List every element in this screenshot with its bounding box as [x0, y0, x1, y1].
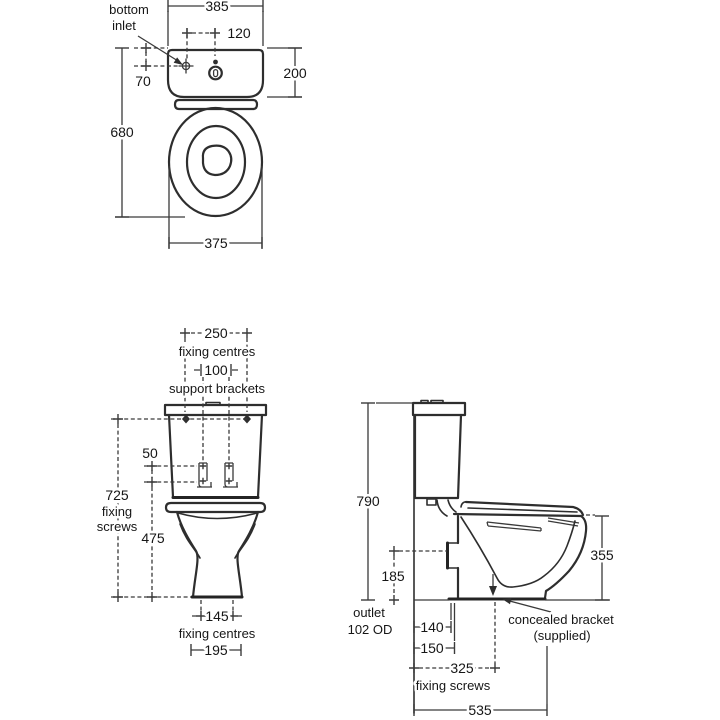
dim-185-label: 185	[381, 568, 405, 584]
dim-375	[169, 166, 262, 251]
dim-375-label: 375	[204, 235, 228, 251]
dim-475-label: 475	[141, 530, 165, 546]
outlet-note	[348, 605, 393, 637]
dim-200-label: 200	[283, 65, 307, 81]
dim-145	[179, 600, 256, 641]
dim-250-label: 250	[204, 325, 228, 341]
dim-150-label: 150	[420, 640, 444, 656]
dim-120-label: 120	[227, 25, 251, 41]
dim-385-label: 385	[205, 0, 229, 14]
base-fixing-label: fixing centres	[178, 626, 256, 641]
dim-325-label: 325	[450, 660, 474, 676]
dim-195-label: 195	[204, 642, 228, 658]
bottom-inlet-text2: inlet	[112, 18, 136, 33]
dim-70-label: 70	[135, 73, 151, 89]
support-bracket-right	[223, 463, 238, 487]
fix-seat-bar	[166, 503, 265, 512]
dim-725-label: 725	[105, 487, 129, 503]
dim-725-word1: fixing	[101, 504, 133, 519]
fixing-view	[97, 325, 266, 658]
dim-790-label: 790	[356, 493, 380, 509]
pan-water-area	[203, 146, 231, 175]
outlet-text2: 102 OD	[347, 622, 393, 637]
fixing-centres-label: fixing centres	[178, 344, 256, 359]
dim-140-label: 140	[420, 619, 444, 635]
dim-145-label: 145	[205, 608, 229, 624]
dim-725-word2: screws	[96, 519, 138, 534]
support-brackets-label: support brackets	[168, 381, 266, 396]
dim-100-label: 100	[204, 362, 228, 378]
dim-200	[267, 48, 307, 97]
fix-cistern-lid	[165, 405, 266, 415]
front-view	[109, 0, 307, 251]
pan-outer-rim	[169, 108, 262, 216]
outlet-text1: outlet	[353, 605, 385, 620]
side-seat	[454, 502, 583, 531]
cistern-dot	[213, 60, 218, 65]
bracket-text2: (supplied)	[533, 628, 591, 643]
bracket-text1: concealed bracket	[508, 612, 614, 627]
side-cistern	[413, 401, 465, 499]
dim-355-label: 355	[590, 547, 614, 563]
dim-355	[586, 515, 614, 600]
flush-fitting	[427, 499, 456, 516]
fix-cistern-body	[169, 415, 262, 497]
fix-pedestal	[177, 512, 258, 597]
dim-50-label: 50	[142, 445, 158, 461]
dim-120	[182, 25, 251, 61]
dim-50	[142, 445, 197, 487]
flush-button-slot	[214, 70, 218, 77]
bottom-inlet-mark	[179, 59, 194, 74]
bottom-inlet-text1: bottom	[109, 2, 149, 17]
support-bracket-left	[197, 463, 212, 487]
side-view	[348, 401, 615, 719]
concealed-bracket-note	[508, 612, 614, 643]
pan-inner-rim	[187, 126, 245, 198]
front-cistern-outline	[168, 50, 263, 97]
dim-100	[169, 362, 266, 461]
flush-button	[209, 67, 222, 80]
fixing-screws-label: fixing screws	[415, 678, 491, 693]
dim-140	[414, 603, 451, 635]
dim-725	[97, 414, 138, 602]
dim-535-label: 535	[468, 702, 492, 718]
dim-680-label: 680	[110, 124, 134, 140]
dim-195	[191, 642, 241, 658]
